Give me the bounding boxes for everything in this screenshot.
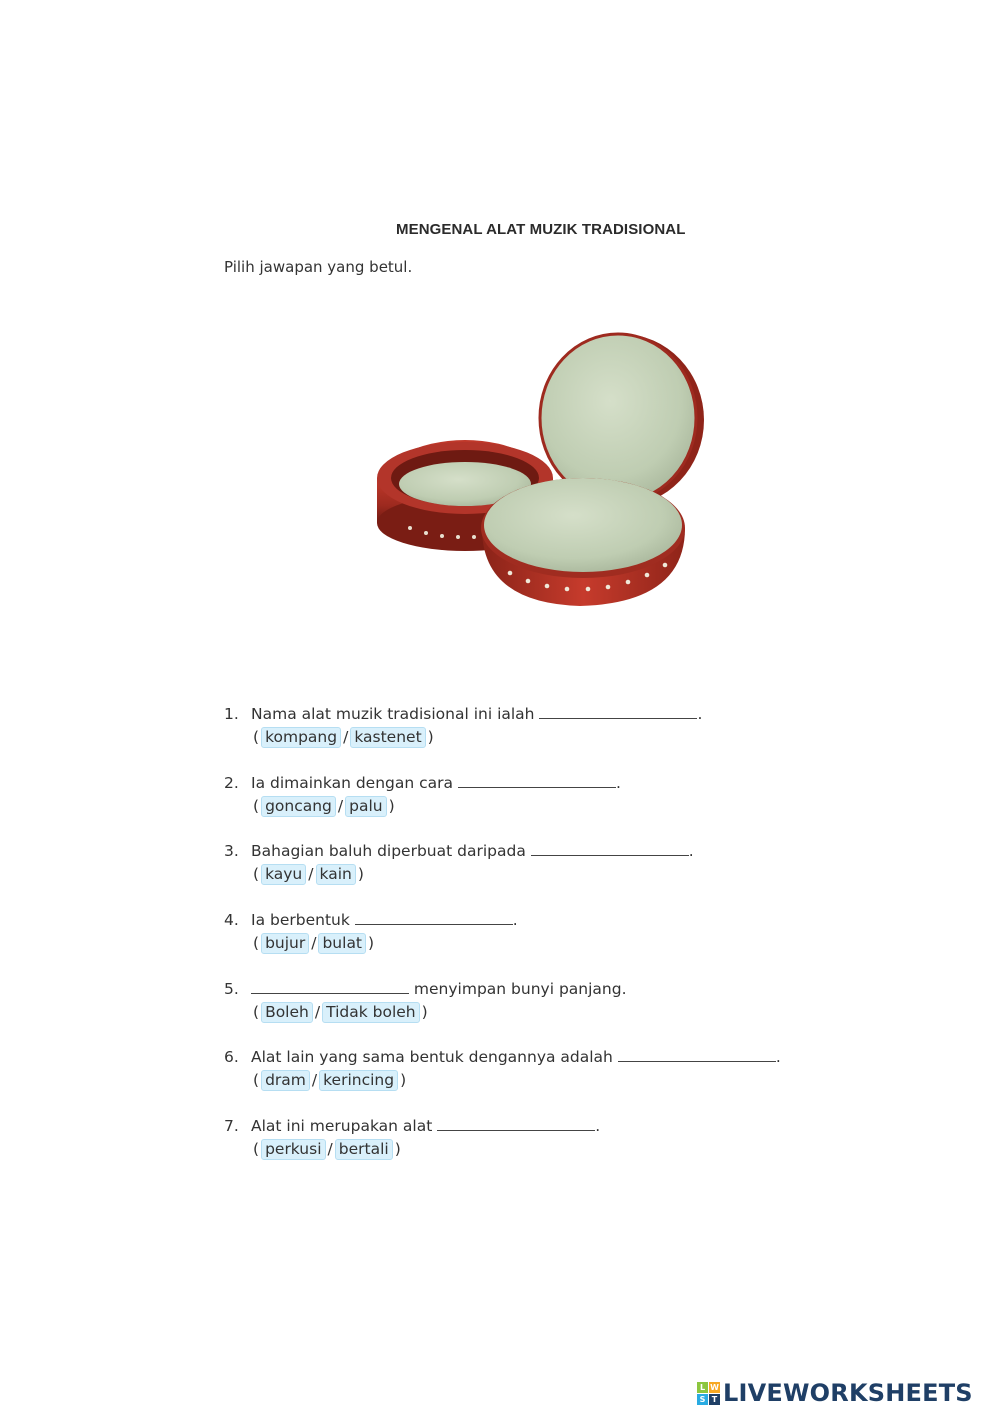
question-text-end: . xyxy=(512,911,518,930)
option-separator: / xyxy=(327,1140,333,1159)
question-1 xyxy=(224,703,864,772)
kompang-drums-image xyxy=(370,328,715,613)
option-perkusi[interactable]: perkusi xyxy=(261,1139,325,1160)
open-paren: ( xyxy=(253,934,260,953)
option-kastenet[interactable]: kastenet xyxy=(350,727,425,748)
option-separator: / xyxy=(311,934,317,953)
close-paren: ) xyxy=(394,1140,401,1159)
logo-tile: W xyxy=(710,1382,719,1392)
open-paren: ( xyxy=(253,1002,260,1021)
question-number: 2. xyxy=(224,773,239,792)
option-dram[interactable]: dram xyxy=(261,1070,310,1091)
question-text: Ia dimainkan dengan cara xyxy=(251,773,458,792)
question-text-end: menyimpan bunyi panjang. xyxy=(409,979,627,998)
liveworksheets-logo xyxy=(697,1379,973,1407)
question-text: Bahagian baluh diperbuat daripada xyxy=(251,842,531,861)
worksheet-title: MENGENAL ALAT MUZIK TRADISIONAL xyxy=(396,221,686,238)
front-drum-shape xyxy=(481,478,685,606)
answer-blank[interactable] xyxy=(618,1047,776,1062)
option-bertali[interactable]: bertali xyxy=(335,1139,393,1160)
question-list xyxy=(224,703,864,1184)
open-paren: ( xyxy=(253,796,260,815)
question-text-end: . xyxy=(688,842,694,861)
question-2 xyxy=(224,772,864,841)
option-goncang[interactable]: goncang xyxy=(261,796,336,817)
option-kain[interactable]: kain xyxy=(316,864,356,885)
worksheet-instruction: Pilih jawapan yang betul. xyxy=(224,258,413,276)
option-kayu[interactable]: kayu xyxy=(261,864,306,885)
question-text: Alat lain yang sama bentuk dengannya adalah xyxy=(251,1048,618,1067)
question-text-end: . xyxy=(775,1048,781,1067)
question-number: 5. xyxy=(224,979,239,998)
question-number: 3. xyxy=(224,842,239,861)
question-number: 1. xyxy=(224,705,239,723)
option-separator: / xyxy=(343,728,349,746)
logo-tile: L xyxy=(697,1382,708,1393)
answer-options xyxy=(251,1138,864,1160)
close-paren: ) xyxy=(427,728,434,746)
question-6 xyxy=(224,1046,864,1115)
option-separator: / xyxy=(311,1071,318,1090)
answer-blank[interactable] xyxy=(437,1116,595,1131)
answer-options xyxy=(251,863,864,885)
answer-blank[interactable] xyxy=(531,841,689,856)
option-separator: / xyxy=(314,1002,321,1021)
option-palu[interactable]: palu xyxy=(345,796,386,817)
question-text-end: . xyxy=(595,1117,601,1136)
question-text-end: . xyxy=(615,773,621,792)
answer-options xyxy=(251,1069,864,1091)
close-paren: ) xyxy=(400,1071,407,1090)
answer-options xyxy=(251,795,864,817)
close-paren: ) xyxy=(357,865,364,884)
question-5 xyxy=(224,978,864,1047)
option-kerincing[interactable]: kerincing xyxy=(319,1070,398,1091)
question-text: Alat ini merupakan alat xyxy=(251,1117,438,1136)
logo-tile: T xyxy=(709,1394,720,1405)
answer-options xyxy=(251,726,864,748)
option-boleh[interactable]: Boleh xyxy=(261,1002,313,1023)
open-paren: ( xyxy=(253,728,260,746)
close-paren: ) xyxy=(388,796,395,815)
answer-options xyxy=(251,932,864,954)
answer-blank[interactable] xyxy=(251,979,409,994)
option-kompang[interactable]: kompang xyxy=(261,727,341,748)
question-text: Nama alat muzik tradisional ini ialah xyxy=(251,705,540,723)
option-separator: / xyxy=(308,865,314,884)
answer-blank[interactable] xyxy=(355,910,513,925)
question-number: 7. xyxy=(224,1117,239,1136)
logo-tile: S xyxy=(697,1394,708,1405)
open-paren: ( xyxy=(253,1140,260,1159)
option-separator: / xyxy=(337,796,344,815)
liveworksheets-logo-icon xyxy=(697,1382,720,1405)
answer-blank[interactable] xyxy=(539,704,697,719)
close-paren: ) xyxy=(421,1002,428,1021)
liveworksheets-logo-text: LIVEWORKSHEETS xyxy=(723,1379,973,1407)
answer-options xyxy=(251,1001,864,1023)
question-7 xyxy=(224,1115,864,1184)
open-paren: ( xyxy=(253,1071,260,1090)
question-text: Ia berbentuk xyxy=(251,911,355,930)
close-paren: ) xyxy=(368,934,375,953)
question-3 xyxy=(224,840,864,909)
option-tidak-boleh[interactable]: Tidak boleh xyxy=(322,1002,420,1023)
option-bulat[interactable]: bulat xyxy=(318,933,366,954)
question-number: 4. xyxy=(224,911,239,930)
question-4 xyxy=(224,909,864,978)
option-bujur[interactable]: bujur xyxy=(261,933,309,954)
answer-blank[interactable] xyxy=(458,773,616,788)
question-text-end: . xyxy=(697,705,703,723)
open-paren: ( xyxy=(253,865,260,884)
question-number: 6. xyxy=(224,1048,239,1067)
